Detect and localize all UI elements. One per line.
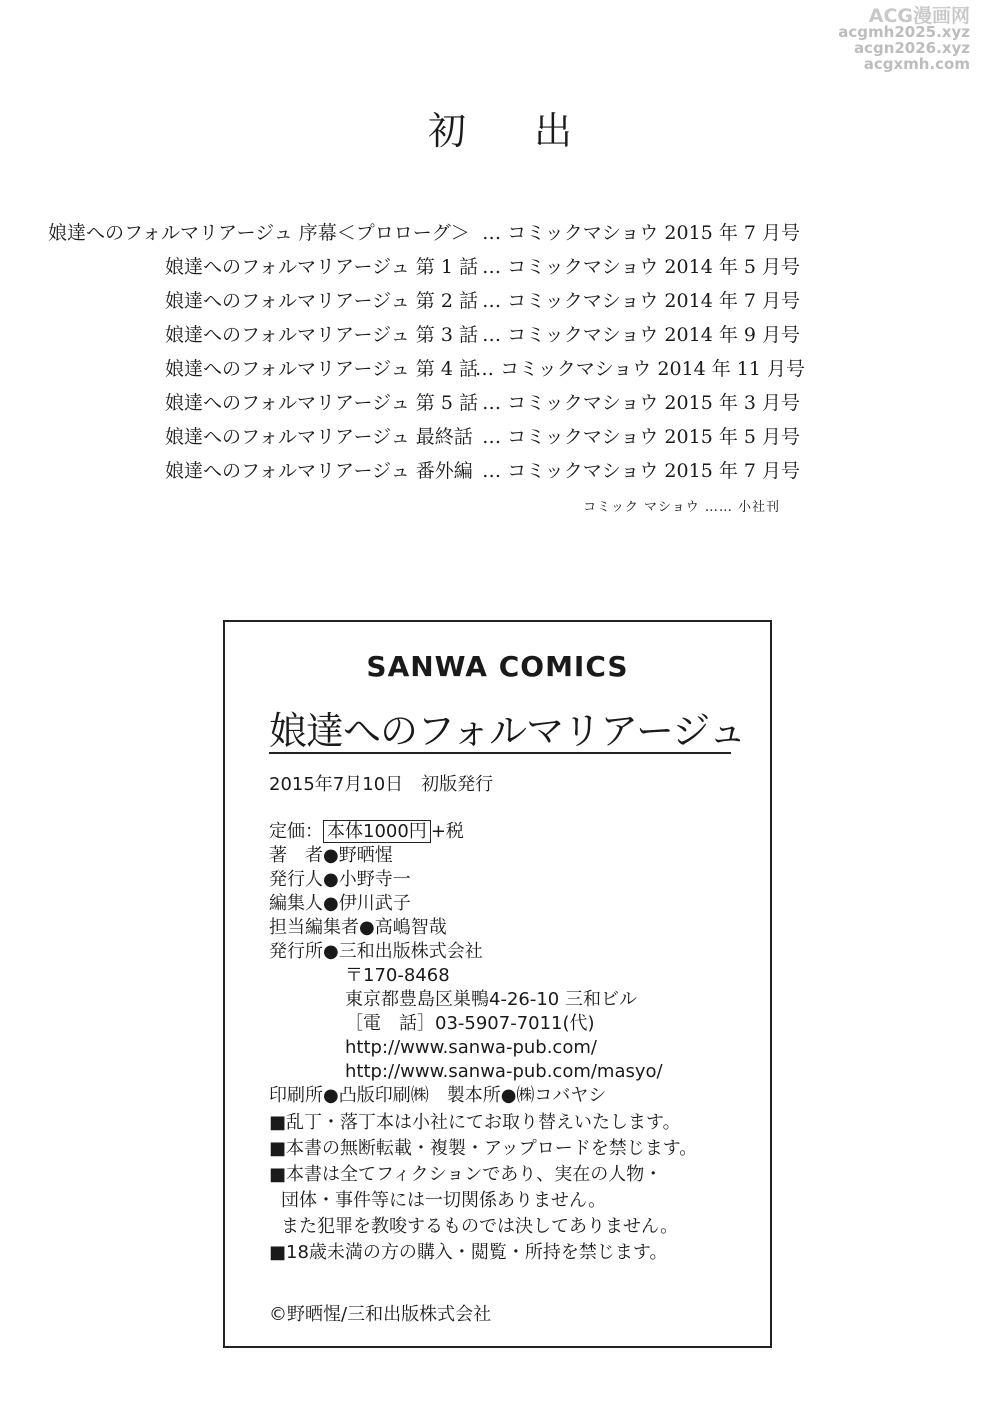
- phone: ［電 話］03-5907-7011(代): [345, 1013, 595, 1034]
- origin-chapter: 第 2 話: [415, 290, 478, 312]
- copyright: ©野晒惺/三和出版株式会社: [269, 1304, 492, 1325]
- watermark-logo: ACG漫画网: [868, 5, 970, 27]
- origin-source: … コミックマショウ 2015 年 3 月号: [482, 392, 800, 414]
- origin-source: … コミックマショウ 2015 年 7 月号: [482, 222, 800, 244]
- site-watermark: [838, 5, 970, 73]
- origin-source: … コミックマショウ 2015 年 5 月号: [482, 426, 800, 448]
- publication-info: [269, 820, 663, 1108]
- imprint-label: SANWA COMICS: [366, 650, 629, 683]
- publication-date: 2015年7月10日 初版発行: [269, 774, 494, 795]
- origin-chapter: 序幕＜プロローグ＞: [298, 222, 470, 244]
- book-title: 娘達へのフォルマリアージュ: [269, 709, 746, 753]
- notice-line: ■本書の無断転載・複製・アップロードを禁じます。: [269, 1138, 698, 1159]
- notice-line: 団体・事件等には一切関係ありません。: [281, 1190, 607, 1211]
- origin-chapter: 第 5 話: [415, 392, 478, 414]
- watermark-url: acgxmh.com: [863, 55, 970, 73]
- origin-source: … コミックマショウ 2014 年 5 月号: [482, 256, 800, 278]
- origin-series: 娘達へのフォルマリアージュ: [165, 256, 410, 278]
- price-tax: +税: [430, 821, 464, 842]
- price-label: 定価：: [269, 821, 323, 842]
- origin-row: [165, 252, 800, 282]
- origin-row: [165, 286, 800, 316]
- address: 東京都豊島区巣鴨4-26-10 三和ビル: [345, 989, 637, 1010]
- origin-row: [165, 456, 800, 486]
- origin-row: [165, 320, 800, 350]
- notice-line: ■乱丁・落丁本は小社にてお取り替えいたします。: [269, 1112, 681, 1133]
- origin-row: [165, 388, 800, 418]
- postal-code: 〒170-8468: [345, 965, 450, 986]
- first-appearance-heading: 初 出: [427, 109, 601, 153]
- publisher-house-line: 発行所●三和出版株式会社: [269, 941, 483, 962]
- origin-series: 娘達へのフォルマリアージュ: [165, 392, 410, 414]
- website-url-masyo: http://www.sanwa-pub.com/masyo/: [345, 1061, 663, 1082]
- origin-chapter: 最終話: [415, 426, 473, 448]
- watermark-url: acgmh2025.xyz: [838, 23, 970, 41]
- origin-series: 娘達へのフォルマリアージュ: [165, 324, 410, 346]
- colophon-box: [223, 620, 772, 1348]
- origin-source: … コミックマショウ 2014 年 7 月号: [482, 290, 800, 312]
- origin-series: 娘達へのフォルマリアージュ: [48, 222, 293, 244]
- origin-series: 娘達へのフォルマリアージュ: [165, 358, 410, 380]
- website-url: http://www.sanwa-pub.com/: [345, 1037, 597, 1058]
- notices: [269, 1110, 697, 1266]
- publisher-note: コミック マショウ …… 小社刊: [583, 500, 780, 515]
- price-line: [269, 820, 663, 844]
- price-box: 本体1000円: [323, 820, 431, 843]
- origin-row: [165, 354, 805, 384]
- editor-in-charge-line: 担当編集者●高嶋智哉: [269, 917, 447, 938]
- origin-series: 娘達へのフォルマリアージュ: [165, 290, 410, 312]
- author-line: 著 者●野晒惺: [269, 845, 393, 866]
- origin-row: [48, 218, 800, 248]
- origin-chapter: 番外編: [415, 460, 473, 482]
- watermark-url: acgn2026.xyz: [853, 39, 970, 57]
- publisher-person-line: 発行人●小野寺一: [269, 869, 411, 890]
- origin-series: 娘達へのフォルマリアージュ: [165, 426, 410, 448]
- origin-chapter: 第 1 話: [415, 256, 478, 278]
- origin-row: [165, 422, 800, 452]
- origin-source: … コミックマショウ 2014 年 9 月号: [482, 324, 800, 346]
- notice-line: ■本書は全てフィクションであり、実在の人物・: [269, 1164, 663, 1185]
- origin-source: … コミックマショウ 2014 年 11 月号: [475, 358, 805, 380]
- origin-chapter: 第 3 話: [415, 324, 478, 346]
- origin-chapter: 第 4 話: [415, 358, 478, 380]
- title-underline: [269, 752, 731, 754]
- printer-line: 印刷所●凸版印刷㈱ 製本所●㈱コバヤシ: [269, 1085, 607, 1106]
- editor-line: 編集人●伊川武子: [269, 893, 411, 914]
- notice-line: ■18歳未満の方の購入・閲覧・所持を禁じます。: [269, 1242, 668, 1263]
- origin-series: 娘達へのフォルマリアージュ: [165, 460, 410, 482]
- origin-source: … コミックマショウ 2015 年 7 月号: [482, 460, 800, 482]
- notice-line: また犯罪を教唆するものでは決してありません。: [281, 1216, 679, 1237]
